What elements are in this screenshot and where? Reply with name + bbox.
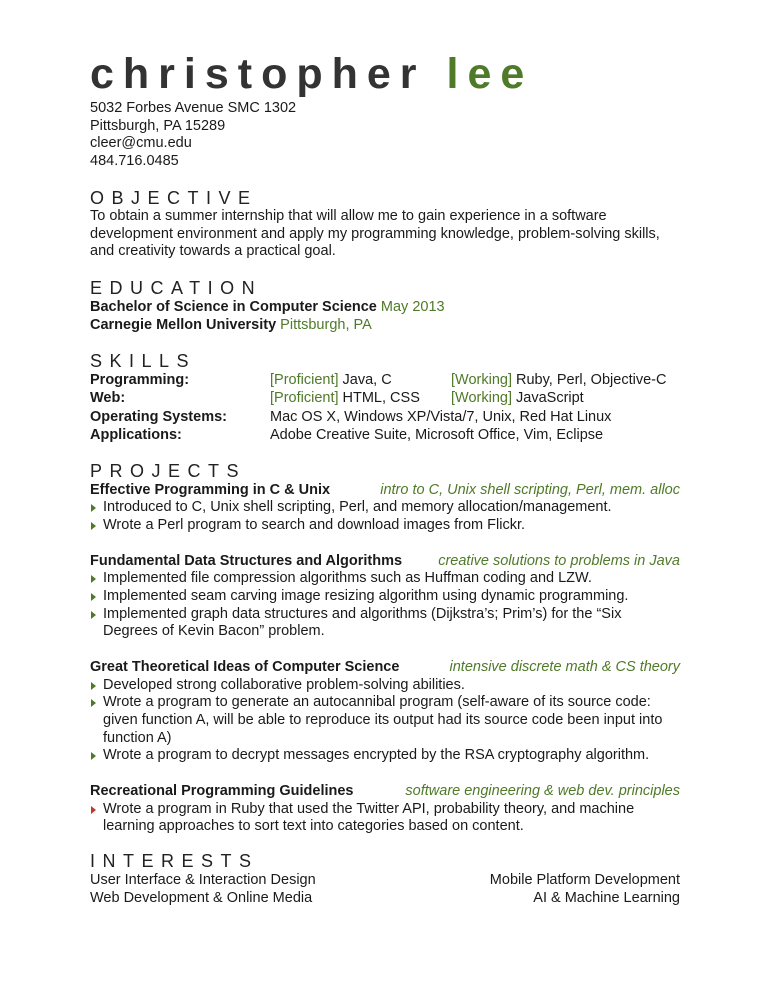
skills-row [90,389,680,408]
bullet-arrow-icon [91,611,96,619]
bullet-arrow-icon [91,593,96,601]
bullet-text: Developed strong collaborative problem-solving abilities. [103,676,465,693]
bullet-arrow-icon [91,699,96,707]
bullet-text: Implemented graph data structures and algorithms (Dijkstra’s; Prim’s) for the “Six Degrees of Kevin Bacon” problem. [103,605,622,640]
bullet-item [90,677,680,695]
interest-item: Web Development & Online Media [90,890,313,907]
skill-values: Mac OS X, Windows XP/Vista/7, Unix, Red Hat Linux [270,408,612,425]
bullet-arrow-icon [91,752,96,760]
project-header [90,481,680,500]
contact-email: cleer@cmu.edu [90,135,192,152]
project-item [90,782,680,836]
project-bullets [90,570,680,641]
skill-level-tag: [Working] [451,371,512,388]
skills-label: Applications: [90,427,182,444]
skill-level-tag: [Proficient] [270,390,339,407]
skills-row [90,408,680,427]
skills-title: SKILLS [90,350,197,371]
education-degree: Bachelor of Science in Computer Science [90,298,377,315]
project-title: Recreational Programming Guidelines [90,783,354,800]
bullet-text: Introduced to C, Unix shell scripting, Perl, and memory allocation/management. [103,499,612,516]
bullet-text: Wrote a program to decrypt messages encrypted by the RSA cryptography algorithm. [103,747,650,764]
skill-values: Java, C [338,371,392,388]
bullet-item [90,801,680,836]
project-header [90,782,680,801]
bullet-text: Implemented seam carving image resizing algorithm using dynamic programming. [103,588,629,605]
project-title: Effective Programming in C & Unix [90,481,331,498]
education-degree-line [90,298,680,317]
skills-primary [270,371,451,390]
interests-list [90,871,680,907]
project-title: Fundamental Data Structures and Algorithms [90,552,403,569]
project-subtitle: software engineering & web dev. principles [405,783,680,800]
education-date: May 2013 [380,298,445,315]
bullet-text: Wrote a program in Ruby that used the Twitter API, probability theory, and machine learning approaches to sort text into categories based on content. [103,800,635,835]
education-school-line [90,316,680,335]
project-bullets [90,499,680,534]
contact-city: Pittsburgh, PA 15289 [90,117,226,134]
objective-title: OBJECTIVE [90,187,258,208]
education-title: EDUCATION [90,277,263,298]
first-name: christopher [90,50,426,98]
bullet-item [90,588,680,606]
last-name: lee [446,50,534,98]
contact-phone: 484.716.0485 [90,153,179,170]
bullet-item [90,499,680,517]
interest-item: User Interface & Interaction Design [90,872,316,889]
bullet-arrow-icon [91,806,96,814]
skills-label: Operating Systems: [90,408,227,425]
interests-left [90,871,316,907]
project-item [90,552,680,641]
bullet-arrow-icon [91,522,96,530]
project-item [90,658,680,765]
project-subtitle: intro to C, Unix shell scripting, Perl, mem. alloc [380,481,680,498]
contact-block [90,100,680,171]
interest-item: AI & Machine Learning [533,890,680,907]
project-item [90,481,680,535]
project-subtitle: creative solutions to problems in Java [438,552,680,569]
bullet-arrow-icon [91,575,96,583]
skills-label: Programming: [90,371,190,388]
name-heading [90,48,680,100]
interests-right [490,871,680,907]
skills-label: Web: [90,390,126,407]
project-bullets [90,801,680,836]
project-bullets [90,677,680,766]
project-subtitle: intensive discrete math & CS theory [449,659,680,676]
project-header [90,658,680,677]
project-header [90,552,680,571]
skills-secondary [451,371,666,390]
project-title: Great Theoretical Ideas of Computer Science [90,659,400,676]
bullet-arrow-icon [91,682,96,690]
skill-level-tag: [Proficient] [270,371,339,388]
interest-item: Mobile Platform Development [489,872,680,889]
bullet-text: Implemented file compression algorithms such as Huffman coding and LZW. [103,570,592,587]
skill-level-tag: [Working] [451,390,512,407]
skill-values: Ruby, Perl, Objective-C [511,371,667,388]
resume-page [90,48,680,907]
interests-title: INTERESTS [90,851,259,872]
education-location: Pittsburgh, PA [280,317,372,334]
bullet-item [90,694,680,747]
skills-row [90,371,680,390]
skill-values: Adobe Creative Suite, Microsoft Office, Vim, Eclipse [270,427,604,444]
contact-address: 5032 Forbes Avenue SMC 1302 [90,100,297,116]
bullet-item [90,606,680,641]
skills-primary [270,389,451,408]
bullet-text: Wrote a Perl program to search and download images from Flickr. [103,517,526,534]
projects-title: PROJECTS [90,460,247,481]
bullet-item [90,517,680,535]
skills-row [90,426,680,445]
education-school: Carnegie Mellon University [90,317,277,334]
bullet-text: Wrote a program to generate an autocannibal program (self-aware of its source code: given function A, will be able to reproduce its output had its source code been input into function A) [103,694,663,746]
bullet-item [90,747,680,765]
objective-text: To obtain a summer internship that will allow me to gain experience in a software development environment and apply my programming knowledge, problem-solving skills, and creativity towards a practical goal. [90,207,660,260]
skill-values: JavaScript [511,390,584,407]
skill-values: HTML, CSS [338,390,420,407]
bullet-arrow-icon [91,504,96,512]
bullet-item [90,570,680,588]
skills-secondary [451,389,584,408]
